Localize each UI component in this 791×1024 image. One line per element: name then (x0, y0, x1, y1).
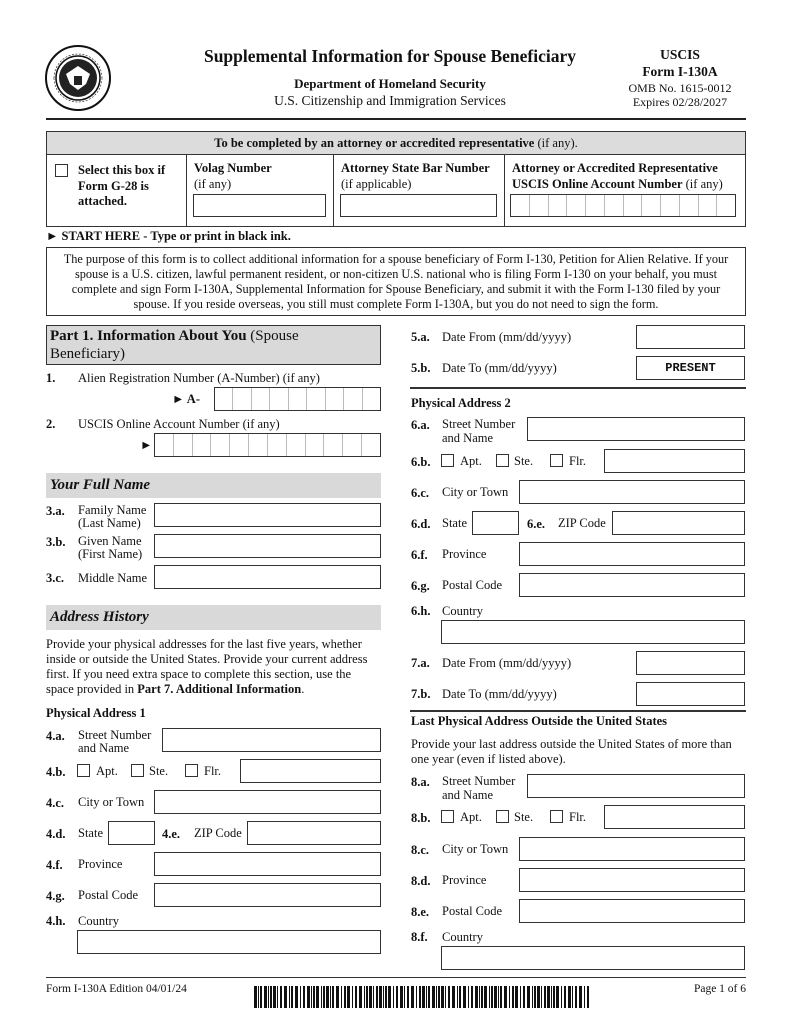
a-number-input[interactable] (214, 387, 381, 411)
q1-label: Alien Registration Number (A-Number) (if any) (78, 371, 320, 385)
purpose-text: The purpose of this form is to collect additional information for a spouse beneficiary of Form I-130, Petition for Alien Relative. If your spouse is a U.S. citizen, lawful permanent resident, or non-citizen U.S. national who is filing Form I-130 on your behalf, you must complete and sign Form I-130A, Supplemental Information for Spouse Beneficiary, and submit it with the Form I-130 filed by your spouse. If you reside overseas, you still must complete Form I-130A, but you do not need to sign the form. (63, 252, 729, 311)
q4f-label: Province (78, 857, 123, 871)
agency-name: U.S. Citizenship and Immigration Services (274, 93, 506, 108)
q8b-number: 8.b. (411, 811, 431, 825)
pa2-ste-checkbox[interactable] (496, 454, 509, 467)
q5b-number: 5.b. (411, 361, 431, 375)
pa2-unit-input[interactable] (604, 449, 745, 473)
outside-unit-input[interactable] (604, 805, 745, 829)
q3a-number: 3.a. (46, 504, 65, 518)
q6b-number: 6.b. (411, 455, 431, 469)
arrow-icon: ► (140, 438, 153, 452)
q4h-number: 4.h. (46, 914, 66, 928)
q4f-number: 4.f. (46, 858, 63, 872)
pa1-country-input[interactable] (77, 930, 381, 954)
outside-country-input[interactable] (441, 946, 745, 970)
uscis-account-number-input[interactable] (154, 433, 381, 457)
footer-rule (46, 977, 746, 978)
outside-flr-label: Flr. (569, 810, 587, 824)
q6e-number: 6.e. (527, 517, 546, 531)
footer-page-number: Page 1 of 6 (693, 983, 746, 995)
pa1-city-input[interactable] (154, 790, 381, 814)
bar-number-label: Attorney State Bar Number (341, 161, 490, 175)
pa2-state-input[interactable] (472, 511, 519, 535)
q4a-label-1: Street Number (78, 728, 152, 742)
pa2-city-input[interactable] (519, 480, 745, 504)
pa2-date-to-input[interactable] (636, 682, 745, 706)
attorney-divider-2 (333, 155, 334, 227)
q2-label: USCIS Online Account Number (if any) (78, 417, 280, 431)
q4c-number: 4.c. (46, 796, 65, 810)
q2-number: 2. (46, 417, 56, 431)
outside-apt-checkbox[interactable] (441, 810, 454, 823)
dhs-seal (44, 44, 112, 112)
pa1-apt-label: Apt. (96, 764, 118, 778)
part1-heading: Part 1. Information About You (Spouse Beneficiary) (46, 325, 381, 365)
q8e-number: 8.e. (411, 905, 430, 919)
address-history-heading: Address History (46, 605, 381, 630)
outside-province-input[interactable] (519, 868, 745, 892)
form-title: Supplemental Information for Spouse Beneficiary (203, 46, 577, 66)
pa1-postal-input[interactable] (154, 883, 381, 907)
q6f-label: Province (442, 547, 487, 561)
q4g-number: 4.g. (46, 889, 65, 903)
footer-edition: Form I-130A Edition 04/01/24 (46, 983, 187, 995)
q1-number: 1. (46, 371, 56, 385)
a-number-prefix: ► A- (172, 392, 200, 406)
outside-apt-label: Apt. (460, 810, 482, 824)
pa2-apt-label: Apt. (460, 454, 482, 468)
pa2-flr-checkbox[interactable] (550, 454, 563, 467)
outside-ste-checkbox[interactable] (496, 810, 509, 823)
q5a-label: Date From (mm/dd/yyyy) (442, 330, 572, 344)
address-history-intro: Provide your physical addresses for the last five years, whether inside or outside the United States. Provide your current address first. If you need extra space to complete this section, use the space provided in Part 7. Additional Information. (46, 637, 368, 696)
right-col-rule-1 (410, 387, 746, 389)
header-rule (46, 118, 746, 120)
q8e-label: Postal Code (442, 904, 503, 918)
q8f-label: Country (442, 930, 483, 944)
q4a-number: 4.a. (46, 729, 65, 743)
pa1-date-to-present: PRESENT (636, 356, 745, 380)
pa1-province-input[interactable] (154, 852, 381, 876)
outside-postal-input[interactable] (519, 899, 745, 923)
q6c-label: City or Town (442, 485, 509, 499)
middle-name-input[interactable] (154, 565, 381, 589)
q4h-label: Country (78, 914, 119, 928)
q4a-label-2: and Name (78, 741, 130, 755)
q4d-number: 4.d. (46, 827, 66, 841)
pa2-apt-checkbox[interactable] (441, 454, 454, 467)
q3c-label: Middle Name (78, 571, 148, 585)
attorney-box-heading: To be completed by an attorney or accredited representative (if any). (47, 132, 745, 155)
volag-sublabel: (if any) (194, 177, 232, 191)
outside-ste-label: Ste. (514, 810, 534, 824)
outside-flr-checkbox[interactable] (550, 810, 563, 823)
g28-label: Select this box if Form G-28 is attached. (78, 163, 166, 208)
q8f-number: 8.f. (411, 930, 428, 944)
q3a-label-1: Family Name (78, 503, 147, 517)
form-id: Form I-130A (642, 64, 718, 79)
pa1-apt-checkbox[interactable] (77, 764, 90, 777)
q8a-label-2: and Name (442, 788, 494, 802)
pa2-country-input[interactable] (441, 620, 745, 644)
q7b-label: Date To (mm/dd/yyyy) (442, 687, 557, 701)
pa2-zip-input[interactable] (612, 511, 745, 535)
q8c-number: 8.c. (411, 843, 430, 857)
q8c-label: City or Town (442, 842, 509, 856)
q8a-label-1: Street Number (442, 774, 516, 788)
pa1-ste-checkbox[interactable] (131, 764, 144, 777)
q6h-label: Country (442, 604, 483, 618)
q6c-number: 6.c. (411, 486, 430, 500)
pa2-province-input[interactable] (519, 542, 745, 566)
pa1-state-input[interactable] (108, 821, 155, 845)
pa1-flr-checkbox[interactable] (185, 764, 198, 777)
q7b-number: 7.b. (411, 687, 431, 701)
purpose-box (46, 247, 746, 316)
pa2-date-from-input[interactable] (636, 651, 745, 675)
pa1-date-from-input[interactable] (636, 325, 745, 349)
q4g-label: Postal Code (78, 888, 139, 902)
q6a-number: 6.a. (411, 418, 430, 432)
start-here: ► START HERE - Type or print in black ink. (46, 229, 291, 243)
q4e-label: ZIP Code (194, 826, 242, 840)
pa1-zip-input[interactable] (247, 821, 381, 845)
outside-street-input[interactable] (527, 774, 745, 798)
q3b-number: 3.b. (46, 535, 66, 549)
pa2-street-input[interactable] (527, 417, 745, 441)
pa2-ste-label: Ste. (514, 454, 534, 468)
q4c-label: City or Town (78, 795, 145, 809)
q3c-number: 3.c. (46, 571, 65, 585)
q8d-number: 8.d. (411, 874, 431, 888)
q4d-label: State (78, 826, 103, 840)
volag-number-input[interactable] (193, 194, 326, 217)
pa1-ste-label: Ste. (149, 764, 169, 778)
bar-number-sublabel: (if applicable) (341, 177, 412, 191)
q3b-label-1: Given Name (78, 534, 142, 548)
outside-city-input[interactable] (519, 837, 745, 861)
omb-number: OMB No. 1615-0012 (628, 81, 732, 95)
attorney-divider-1 (186, 155, 187, 227)
uscis-label: USCIS (660, 47, 700, 62)
pa1-street-input[interactable] (162, 728, 381, 752)
right-col-rule-2 (410, 710, 746, 712)
q3b-label-2: (First Name) (78, 547, 143, 561)
q8d-label: Province (442, 873, 487, 887)
q4e-number: 4.e. (162, 827, 181, 841)
q6f-number: 6.f. (411, 548, 428, 562)
bar-number-input[interactable] (340, 194, 497, 217)
attorney-divider-3 (504, 155, 505, 227)
pa2-postal-input[interactable] (519, 573, 745, 597)
family-name-input[interactable] (154, 503, 381, 527)
q8a-number: 8.a. (411, 775, 430, 789)
q4b-number: 4.b. (46, 765, 66, 779)
rep-account-label: Attorney or Accredited Representative (512, 161, 718, 175)
g28-checkbox[interactable] (55, 164, 68, 177)
rep-account-label-2: USCIS Online Account Number (if any) (512, 177, 723, 191)
pa1-unit-input[interactable] (240, 759, 381, 783)
q6d-label: State (442, 516, 467, 530)
expires-date: Expires 02/28/2027 (632, 95, 728, 109)
q6e-label: ZIP Code (558, 516, 606, 530)
q7a-number: 7.a. (411, 656, 430, 670)
dept-name: Department of Homeland Security (294, 76, 486, 91)
q6a-label-2: and Name (442, 431, 494, 445)
full-name-heading: Your Full Name (46, 473, 381, 498)
pa1-flr-label: Flr. (204, 764, 222, 778)
pa2-flr-label: Flr. (569, 454, 587, 468)
q6d-number: 6.d. (411, 517, 431, 531)
q3a-label-2: (Last Name) (78, 516, 141, 530)
physical-address-2-heading: Physical Address 2 (411, 396, 511, 410)
q7a-label: Date From (mm/dd/yyyy) (442, 656, 572, 670)
last-outside-heading: Last Physical Address Outside the United States (411, 714, 668, 728)
volag-label: Volag Number (194, 161, 272, 175)
given-name-input[interactable] (154, 534, 381, 558)
q6h-number: 6.h. (411, 604, 431, 618)
q5a-number: 5.a. (411, 330, 430, 344)
rep-account-number-input[interactable] (510, 194, 736, 217)
q5b-label: Date To (mm/dd/yyyy) (442, 361, 557, 375)
q6g-number: 6.g. (411, 579, 430, 593)
q6a-label-1: Street Number (442, 417, 516, 431)
q6g-label: Postal Code (442, 578, 503, 592)
physical-address-1-heading: Physical Address 1 (46, 706, 146, 720)
last-outside-intro: Provide your last address outside the United States of more than one year (even if listed above). (411, 737, 732, 766)
barcode-icon (254, 986, 594, 1008)
